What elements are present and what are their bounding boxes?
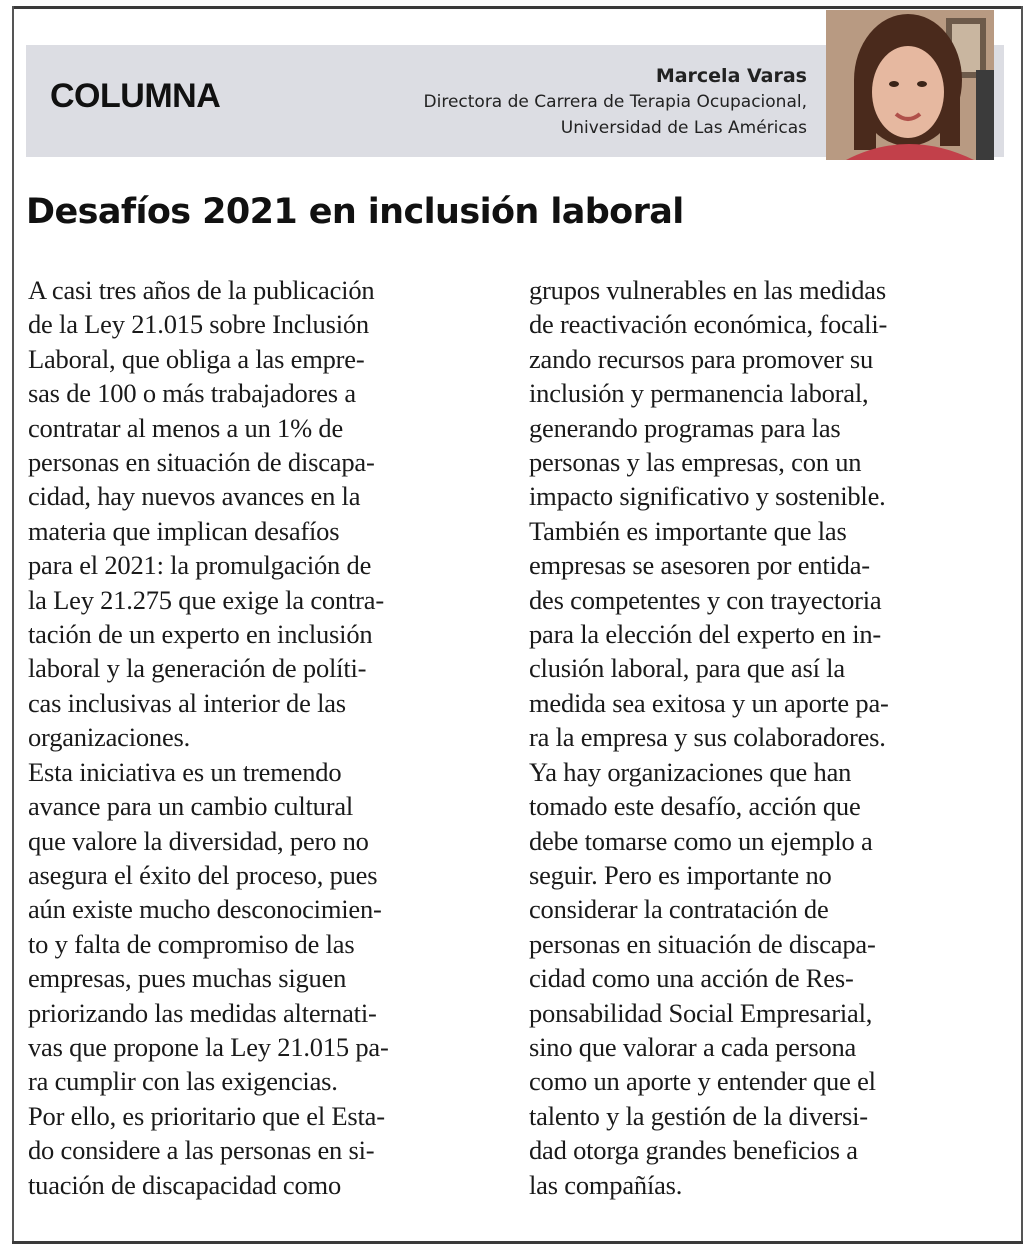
author-role-line-1: Directora de Carrera de Terapia Ocupacional, — [423, 92, 807, 112]
article-headline: Desafíos 2021 en inclusión laboral — [26, 192, 684, 232]
top-rule — [12, 6, 1023, 9]
article-line: como un aporte y entender que el — [529, 1066, 876, 1097]
article-line: impacto significativo y sostenible. — [529, 481, 886, 512]
article-line: sas de 100 o más trabajadores a — [28, 378, 356, 409]
article-line: personas en situación de discapa- — [529, 928, 876, 959]
article-line: tación de un experto en inclusión — [28, 619, 373, 650]
article-line: de la Ley 21.015 sobre Inclusión — [28, 309, 369, 340]
article-line: También es importante que las — [529, 515, 847, 546]
article-line: para el 2021: la promulgación de — [28, 550, 372, 581]
article-line: Por ello, es prioritario que el Esta- — [28, 1100, 385, 1131]
article-line: cidad, hay nuevos avances en la — [28, 481, 361, 512]
article-line: aún existe mucho desconocimien- — [28, 894, 382, 925]
article-line: do considere a las personas en si- — [28, 1135, 375, 1166]
right-border — [1021, 6, 1023, 1244]
author-role-line-2: Universidad de Las Américas — [560, 118, 807, 138]
article-line: tuación de discapacidad como — [28, 1169, 342, 1200]
section-label: COLUMNA — [50, 77, 221, 115]
article-line: avance para un cambio cultural — [28, 791, 354, 822]
article-line: dad otorga grandes beneficios a — [529, 1135, 858, 1166]
article-line: personas en situación de discapa- — [28, 447, 375, 478]
article-line: de reactivación económica, focali- — [529, 309, 888, 340]
article-line: considerar la contratación de — [529, 894, 829, 925]
article-line: tomado este desafío, acción que — [529, 791, 861, 822]
article-line: empresas, pues muchas siguen — [28, 963, 347, 994]
article-line: cas inclusivas al interior de las — [28, 687, 346, 718]
article-line: vas que propone la Ley 21.015 pa- — [28, 1031, 389, 1062]
article-line: empresas se asesoren por entida- — [529, 550, 870, 581]
article-line: debe tomarse como un ejemplo a — [529, 825, 873, 856]
article-line: contratar al menos a un 1% de — [28, 412, 344, 443]
bottom-rule — [12, 1241, 1023, 1244]
article-line: Laboral, que obliga a las empre- — [28, 343, 365, 374]
article-line: priorizando las medidas alternati- — [28, 997, 377, 1028]
author-byline — [424, 63, 807, 141]
article-line: laboral y la generación de políti- — [28, 653, 367, 684]
article-line: ponsabilidad Social Empresarial, — [529, 997, 873, 1028]
left-border — [12, 6, 14, 1244]
article-line: asegura el éxito del proceso, pues — [28, 859, 378, 890]
article-line: grupos vulnerables en las medidas — [529, 275, 886, 305]
article-line: personas y las empresas, con un — [529, 447, 862, 478]
author-portrait-image — [826, 10, 994, 160]
article-line: la Ley 21.275 que exige la contra- — [28, 584, 384, 615]
article-line: las compañías. — [529, 1169, 683, 1200]
article-column-right — [529, 273, 999, 1202]
article-line: organizaciones. — [28, 722, 191, 753]
article-line: to y falta de compromiso de las — [28, 928, 355, 959]
article-line: cidad como una acción de Res- — [529, 963, 854, 994]
article-line: ra cumplir con las exigencias. — [28, 1066, 338, 1097]
article-line: clusión laboral, para que así la — [529, 653, 845, 684]
article-line: seguir. Pero es importante no — [529, 859, 832, 890]
article-line: que valore la diversidad, pero no — [28, 825, 369, 856]
article-column-left — [28, 273, 498, 1202]
article-line: ra la empresa y sus colaboradores. — [529, 722, 886, 753]
article-line: para la elección del experto en in- — [529, 619, 882, 650]
article-line: zando recursos para promover su — [529, 343, 874, 374]
article-line: sino que valorar a cada persona — [529, 1031, 857, 1062]
article-line: A casi tres años de la publicación — [28, 275, 375, 305]
article-line: Ya hay organizaciones que han — [529, 756, 852, 787]
article-line: des competentes y con trayectoria — [529, 584, 882, 615]
article-line: medida sea exitosa y un aporte pa- — [529, 687, 889, 718]
article-line: inclusión y permanencia laboral, — [529, 378, 869, 409]
article-line: Esta iniciativa es un tremendo — [28, 756, 342, 787]
article-line: talento y la gestión de la diversi- — [529, 1100, 868, 1131]
article-line: materia que implican desafíos — [28, 515, 340, 546]
author-photo — [826, 10, 994, 160]
article-line: generando programas para las — [529, 412, 841, 443]
author-name: Marcela Varas — [655, 65, 807, 87]
